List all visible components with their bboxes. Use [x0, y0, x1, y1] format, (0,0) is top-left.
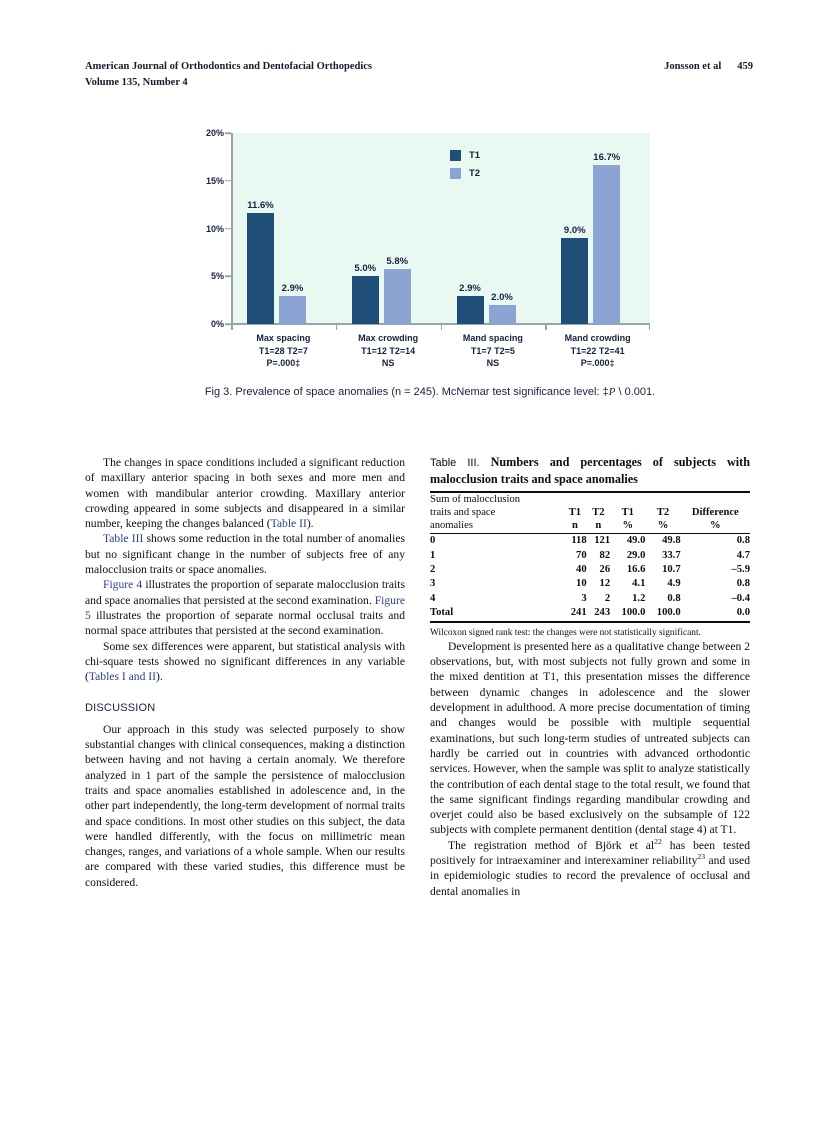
table-body — [430, 534, 750, 622]
table-row — [430, 549, 750, 563]
table-iii — [430, 491, 750, 622]
table-cell: 100.0 — [645, 606, 680, 621]
table-row — [430, 592, 750, 606]
bar-value-label: 9.0% — [563, 225, 586, 237]
cross-reference-link[interactable]: Tables I and II — [88, 670, 156, 684]
citation-ref-23: 23 — [697, 852, 705, 862]
right-column — [430, 455, 750, 899]
bar-group — [231, 133, 336, 324]
table-row — [430, 563, 750, 577]
col-header-top: T1 — [621, 507, 634, 519]
body-paragraph — [85, 577, 405, 638]
table-cell: –5.9 — [731, 564, 750, 575]
cross-reference-link[interactable]: Table III — [103, 532, 144, 546]
col-header-t1-n — [563, 492, 586, 534]
bars-layer — [231, 133, 650, 324]
stub-header-line-3: anomalies — [430, 520, 473, 532]
category-name: Max spacing — [256, 333, 311, 343]
col-header-bottom: % — [710, 520, 721, 532]
x-category-label — [336, 332, 441, 370]
col-header-bottom: n — [571, 520, 578, 532]
figure-caption — [140, 385, 720, 399]
running-head — [85, 60, 753, 90]
table-cell: 0.0 — [681, 606, 750, 621]
table-cell: 0.8 — [681, 534, 750, 549]
left-column — [85, 455, 405, 890]
body-paragraph — [85, 531, 405, 577]
bar-t1 — [352, 263, 379, 324]
col-header-difference — [681, 492, 750, 534]
bar-value-label: 5.0% — [354, 263, 377, 275]
col-header-bottom: % — [657, 520, 669, 532]
table-cell: 4.7 — [736, 549, 750, 561]
col-header-bottom: % — [622, 520, 634, 532]
bar-t2 — [593, 151, 621, 324]
col-header-top: T2 — [592, 507, 605, 519]
category-counts: T1=28 T2=7 — [258, 345, 308, 356]
table-cell: 33.7 — [662, 549, 681, 561]
legend-label-t2: T2 — [469, 168, 481, 179]
table-cell: 16.6 — [626, 564, 646, 575]
col-header-top: Difference — [691, 507, 739, 519]
table-cell: 4.1 — [632, 578, 646, 590]
bar-t2 — [384, 255, 411, 324]
bar-value-label: 5.8% — [386, 255, 409, 267]
table-cell: 10.7 — [662, 564, 681, 575]
table-cell: 1.2 — [632, 592, 646, 604]
bar-t1 — [247, 200, 274, 324]
table-cell: 121 — [587, 534, 610, 549]
table-title-text: Numbers and percentages of subjects with malocclusion traits and space anomalies — [430, 455, 750, 486]
bar-group — [545, 133, 650, 324]
y-tick-label: 15% — [205, 175, 224, 186]
table-cell: 3 — [581, 592, 587, 604]
reg-method-text-b: has been tested positively for intraexaminer and interexaminer reliability — [430, 838, 751, 867]
bar-value-label: 2.9% — [459, 283, 481, 295]
category-significance: P=.000‡ — [266, 358, 301, 368]
x-category-label — [231, 332, 336, 370]
table-cell: 29.0 — [626, 549, 646, 561]
col-header-t1-pct — [610, 492, 645, 534]
x-axis-labels — [231, 332, 650, 370]
table-row-label: 1 — [430, 549, 436, 561]
discussion-paragraph: Our approach in this study was selected purposely to show substantial changes with clinical consequences, making a distinction between having and not having a certain anomaly. We therefore analyzed in 1 part of the sample the persistence of malocclusion traits and space anomalies established in adolescence and, in the other part independently, the long-term development of normal traits and space conditions. In most other studies on this subject, the data were handled differently, with the focus on millimetric mean changes, ranges, and variations of a whole sample. When our results are compared with these varied studies, this difference must be considered. — [85, 722, 405, 889]
bar-t2 — [489, 291, 516, 324]
table-cell: 70 — [576, 549, 587, 561]
table-cell: 241 — [563, 606, 586, 621]
table-row — [430, 534, 750, 549]
legend-label-t1: T1 — [469, 150, 481, 161]
x-tick-mark — [441, 324, 443, 330]
cross-reference-link[interactable]: Figure 4 — [103, 578, 143, 592]
stub-header-line-2: traits and space — [430, 507, 496, 519]
col-header-t2-pct — [645, 492, 680, 534]
table-row-label: 2 — [430, 564, 436, 575]
category-counts: T1=22 T2=41 — [570, 345, 625, 356]
category-significance: NS — [486, 358, 500, 368]
table-title — [430, 455, 750, 487]
x-axis-ticks — [231, 324, 650, 330]
bar-value-label: 11.6% — [247, 200, 274, 212]
citation-ref-22: 22 — [654, 836, 662, 846]
category-name: Max crowding — [358, 333, 419, 343]
section-heading-discussion: DISCUSSION — [85, 702, 156, 715]
body-paragraph — [85, 455, 405, 531]
paragraph-text: illustrates the proportion of separate malocclusion traits and space anomalies that persisted at the second examination. — [85, 578, 406, 607]
col-header-t2-n — [587, 492, 610, 534]
paragraph-text: illustrates the proportion of separate normal occlusal traits and normal space attributes that persisted at the second examination. — [85, 608, 405, 638]
col-header-bottom: n — [595, 520, 602, 532]
figure-caption-italic: P — [608, 386, 616, 398]
volume-issue: Volume 135, Number 4 — [85, 76, 188, 88]
table-header-row — [430, 492, 750, 534]
journal-name: American Journal of Orthodontics and Dentofacial Orthopedics — [85, 61, 372, 72]
reg-method-text-a: The registration method of Björk et al — [448, 838, 655, 852]
table-cell: 40 — [576, 564, 587, 575]
stub-header-line-1: Sum of malocclusion — [430, 494, 521, 506]
body-paragraph — [85, 639, 405, 685]
bar-value-label: 2.9% — [281, 283, 304, 295]
paragraph-text: shows some reduction in the total number of anomalies but no significant change in the number of subjects free of any malocclusion traits or space anomalies. — [85, 532, 405, 577]
table-stub-header — [430, 492, 563, 534]
bar-value-label: 16.7% — [593, 151, 621, 163]
paragraph-text: The changes in space conditions included a significant reduction of maxillary anterior spacing in both sexes and more men and women with mandibular anterior crowding. Maxillary anterior crowding appeared in some subjects and disappeared in a similar number, keeping the changes balanced ( — [85, 456, 405, 531]
table-row-label: 3 — [430, 578, 436, 590]
x-category-label — [545, 332, 650, 370]
table-number: Table III. — [430, 457, 480, 469]
table-cell: 82 — [599, 549, 611, 561]
paragraph-text: ). — [306, 517, 314, 531]
right-paragraph-2 — [430, 838, 750, 899]
category-counts: T1=12 T2=14 — [361, 345, 416, 356]
table-cell: 4.9 — [667, 578, 681, 590]
table-cell: 243 — [587, 606, 610, 621]
table-cell: 2 — [604, 592, 611, 604]
y-tick-label: 20% — [205, 128, 224, 138]
table-cell: 100.0 — [610, 606, 645, 621]
table-cell: 12 — [599, 578, 611, 590]
table-cell: 26 — [599, 564, 611, 575]
table-head — [430, 492, 750, 534]
category-significance: NS — [381, 358, 395, 368]
bar-value-label: 2.0% — [491, 291, 513, 303]
bar-chart — [190, 128, 650, 368]
x-category-label — [441, 332, 546, 370]
bar-t1 — [457, 283, 484, 324]
paragraph-text: ). — [156, 670, 163, 684]
figure-3 — [190, 128, 650, 368]
table-cell: 118 — [563, 534, 586, 549]
table-note: Wilcoxon signed rank test: the changes were not statistically significant. — [430, 627, 701, 638]
figure-caption-tail: \ 0.001. — [615, 386, 656, 398]
y-tick-label: 10% — [205, 223, 224, 234]
category-name: Mand crowding — [564, 333, 631, 343]
x-tick-mark — [649, 324, 651, 330]
figure-caption-rest: Prevalence of space anomalies (n = 245). McNemar test significance level: ‡ — [232, 386, 609, 398]
table-cell: 0.8 — [736, 578, 750, 590]
category-name: Mand spacing — [462, 333, 523, 343]
x-tick-mark — [336, 324, 338, 330]
figure-caption-lead: Fig 3. — [204, 386, 233, 398]
bar-group — [441, 133, 546, 324]
table-row — [430, 606, 750, 621]
table-row-label: Total — [430, 606, 563, 621]
x-tick-mark — [231, 324, 233, 330]
col-header-top: T2 — [656, 507, 670, 519]
reg-method-text-c: and used in epidemiologic studies to record the prevalence of occlusal and dental anomalies in — [430, 853, 751, 898]
y-tick-label: 0% — [210, 319, 224, 329]
table-row-label: 0 — [430, 534, 563, 549]
right-paragraph-1: Development is presented here as a qualitative change between 2 observations, but, with most subjects not fully grown and some in the mixed dentition at T1, this presentation misses the difference between dynamic changes in adolescence and the slower development in adulthood. A more precise documentation of timing and changes would be possible with multiple sequential examinations, but such long-term studies of untreated subjects can hardly be carried out in countries with advanced orthodontic services. However, when the sample was split to analyze statistically the contribution of each dental stage to the total result, we found that the same significant findings regarding mandibular crowding and overjet could also be based exclusively on the subsample of 122 subjects with complete permanent dentition (dental stage 4) at T1. — [430, 639, 750, 837]
paragraph-text: Some sex differences were apparent, but statistical analysis with chi-square tests showed no significant differences in any variable ( — [85, 639, 405, 684]
table-row — [430, 577, 750, 591]
y-tick-label: 5% — [210, 271, 224, 282]
table-cell: 49.0 — [610, 534, 645, 549]
x-tick-mark — [545, 324, 547, 330]
table-cell: 10 — [576, 578, 587, 590]
category-counts: T1=7 T2=5 — [470, 345, 515, 356]
left-column-paragraphs — [85, 455, 405, 684]
table-row-label: 4 — [430, 592, 436, 604]
bar-group — [336, 133, 441, 324]
category-significance: P=.000‡ — [580, 358, 615, 368]
bar-t1 — [561, 225, 588, 324]
table-cell: 49.8 — [645, 534, 680, 549]
page-number: 459 — [737, 61, 753, 72]
bar-t2 — [279, 283, 306, 324]
table-cell: –0.4 — [731, 592, 750, 604]
cross-reference-link[interactable]: Table II — [270, 517, 307, 531]
running-head-authors: Jonsson et al — [664, 61, 722, 72]
table-cell: 0.8 — [667, 592, 681, 604]
cross-reference-link[interactable]: Figure 5 — [85, 593, 405, 622]
col-header-top: T1 — [568, 507, 582, 519]
